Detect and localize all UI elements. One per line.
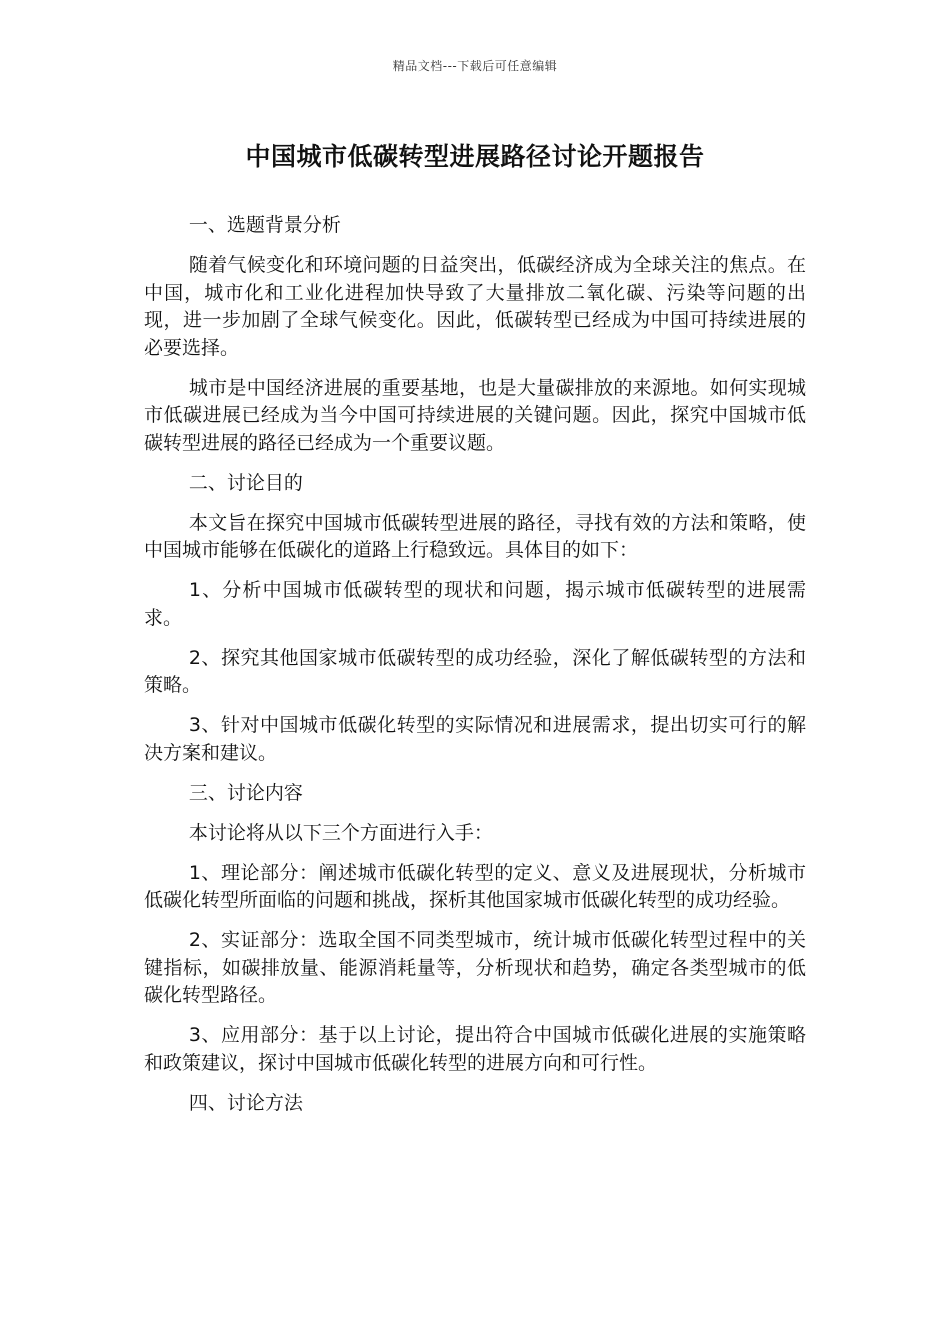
section-heading-background: 一、选题背景分析: [188, 214, 341, 236]
list-item-content-1: 1、理论部分：阐述城市低碳化转型的定义、意义及进展现状，分析城市低碳化转型所面临的问题和挑战，探析其他国家城市低碳化转型的成功经验。: [144, 861, 806, 911]
section-heading-content: 三、讨论内容: [188, 781, 303, 804]
document-body: [144, 212, 806, 1130]
document-title: 中国城市低碳转型进展路径讨论开题报告: [245, 142, 705, 171]
list-item-content-3: 3、应用部分：基于以上讨论，提出符合中国城市低碳化进展的实施策略和政策建议，探讨中国城市低碳化转型的进展方向和可行性。: [144, 1024, 806, 1074]
paragraph-content-intro: 本讨论将从以下三个方面进行入手：: [188, 821, 493, 844]
section-heading-method: 四、讨论方法: [188, 1091, 303, 1114]
list-item-content-2: 2、实证部分：选取全国不同类型城市，统计城市低碳化转型过程中的关键指标，如碳排放量、能源消耗量等，分析现状和趋势，确定各类型城市的低碳化转型路径。: [144, 929, 806, 1006]
list-item-purpose-3: 3、针对中国城市低碳化转型的实际情况和进展需求，提出切实可行的解决方案和建议。: [144, 714, 806, 764]
paragraph-background-2: 城市是中国经济进展的重要基地，也是大量碳排放的来源地。如何实现城市低碳进展已经成为当今中国可持续进展的关键问题。因此，探究中国城市低碳转型进展的路径已经成为一个重要议题。: [144, 376, 806, 454]
section-heading-purpose: 二、讨论目的: [188, 471, 303, 494]
paragraph-purpose-intro: 本文旨在探究中国城市低碳转型进展的路径，寻找有效的方法和策略，使中国城市能够在低碳化的道路上行稳致远。具体目的如下：: [144, 511, 806, 561]
paragraph-background-1: 随着气候变化和环境问题的日益突出，低碳经济成为全球关注的焦点。在中国，城市化和工业化进程加快导致了大量排放二氧化碳、污染等问题的出现，进一步加剧了全球气候变化。因此，低碳转型已经成为中国可持续进展的必要选择。: [144, 254, 806, 359]
page-header: 精品文档---下载后可任意编辑: [392, 59, 558, 73]
list-item-purpose-2: 2、探究其他国家城市低碳转型的成功经验，深化了解低碳转型的方法和策略。: [144, 646, 806, 696]
list-item-purpose-1: 1、分析中国城市低碳转型的现状和问题，揭示城市低碳转型的进展需求。: [144, 579, 806, 629]
